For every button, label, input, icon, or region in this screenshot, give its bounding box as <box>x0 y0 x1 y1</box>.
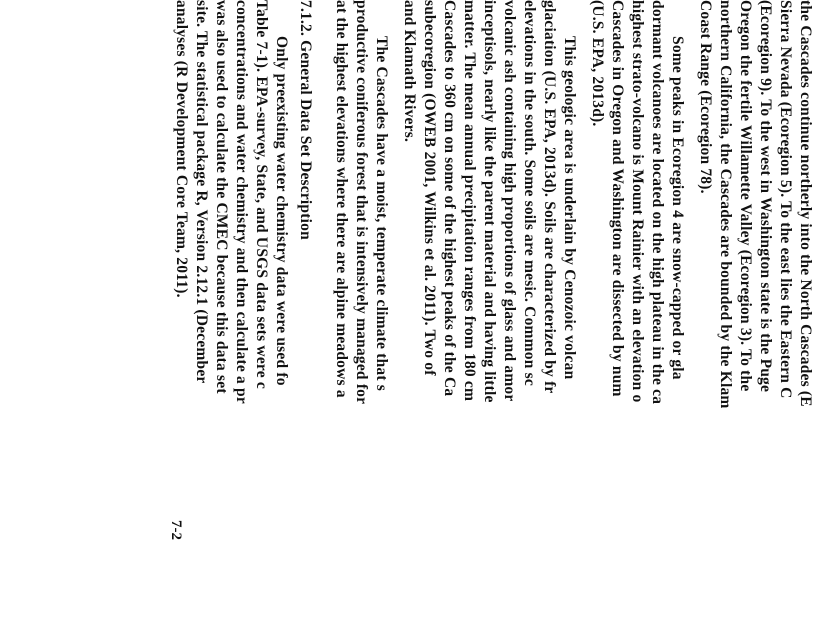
text-line: highest strato-volcano is Mount Rainier with an elevation o <box>629 0 646 403</box>
text-line: the Cascades continue northerly into the North Cascades (E <box>797 0 814 407</box>
text-line: was also used to calculate the CMEC because this data set <box>213 0 230 394</box>
text-line: volcanic ash containing high proportions of glass and amor <box>501 0 518 402</box>
text-line: matter. The mean annual precipitation ranges from 180 cm <box>461 0 478 402</box>
page-number: 7-2 <box>168 520 184 540</box>
text-line: (U.S. EPA, 2013d). <box>589 0 606 127</box>
text-line: and Klamath Rivers. <box>401 0 418 143</box>
section-heading: 7.1.2. General Data Set Description <box>297 0 314 240</box>
text-line: Cascades to 360 cm on some of the highest peaks of the Ca <box>441 0 458 397</box>
text-line: Sierra Nevada (Ecoregion 5). To the east lies the Eastern C <box>777 0 794 399</box>
text-line: The Cascades have a moist, temperate climate that s <box>373 36 390 392</box>
text-line: at the highest elevations where there are alpine meadows a <box>333 0 350 398</box>
text-line: analyses (R Development Core Team, 2011). <box>173 0 190 298</box>
text-line: Table 7-1). EPA-survey, State, and USGS data sets were c <box>253 0 270 389</box>
document-page <box>134 0 814 618</box>
text-line: Coast Range (Ecoregion 78). <box>697 0 714 194</box>
text-line: dormant volcanoes are located on the high plateau in the ca <box>649 0 666 405</box>
text-line: northern California, the Cascades are bounded by the Klam <box>717 0 734 409</box>
text-line: Oregon the fertile Willamette Valley (Ecoregion 3). To the <box>737 0 754 392</box>
text-line: site. The statistical package R, Version 2.12.1 (December <box>193 0 210 384</box>
text-line: Some peaks in Ecoregion 4 are snow-capped or gla <box>669 36 686 380</box>
text-line: productive coniferous forest that is intensively managed for <box>353 0 370 405</box>
text-line: Only preexisting water chemistry data were used fo <box>273 36 290 386</box>
text-line: (Ecoregion 9). To the west in Washington state is the Puge <box>757 0 774 393</box>
text-line: elevations in the south. Some soils are mesic. Common sc <box>521 0 538 386</box>
text-line: subecoregion (OWEB 2001, Wilkins et al. 2011). Two of <box>421 0 438 376</box>
text-line: Cascades in Oregon and Washington are dissected by num <box>609 0 626 397</box>
text-line: This geologic area is underlain by Cenozoic volcan <box>561 36 578 380</box>
text-line: concentrations and water chemistry and then calculate a pr <box>233 0 250 404</box>
text-line: glaciation (U.S. EPA, 2013d). Soils are characterized by fr <box>541 0 558 394</box>
text-line: inceptisols, nearly like the parent material and having little <box>481 0 498 403</box>
